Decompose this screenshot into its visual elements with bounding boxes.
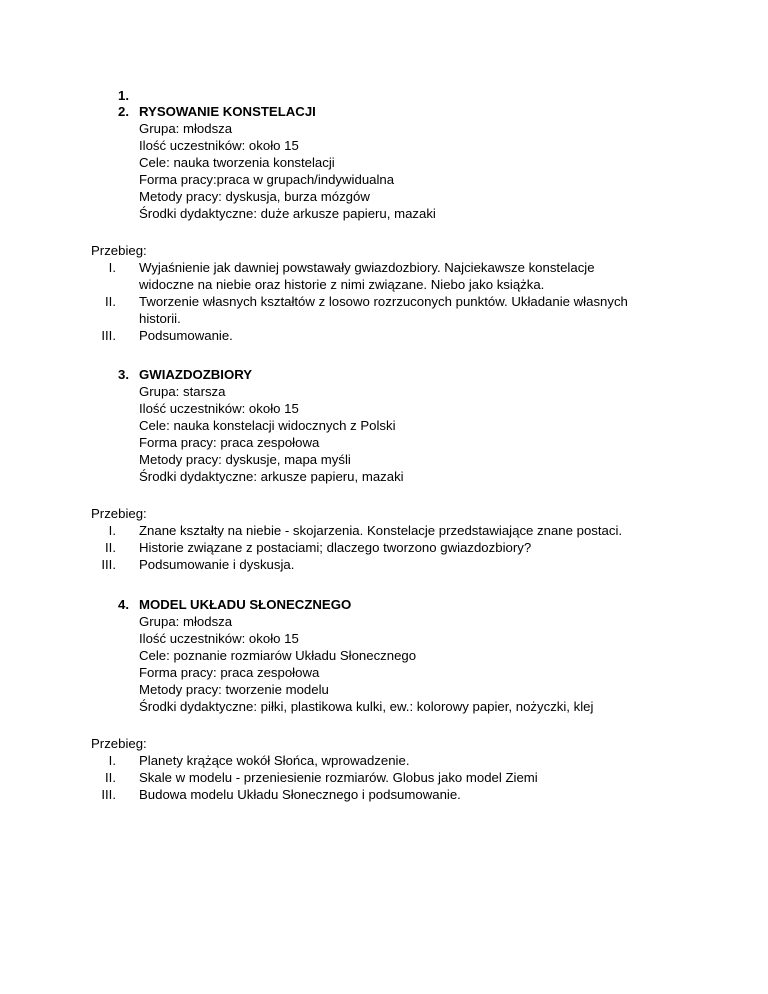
- list-number: 1.: [118, 88, 129, 103]
- step-number: III.: [101, 557, 116, 572]
- detail-line: Środki dydaktyczne: arkusze papieru, mazaki: [139, 469, 404, 484]
- detail-line: Ilość uczestników: około 15: [139, 138, 299, 153]
- step-text: Planety krążące wokół Słońca, wprowadzenie.: [139, 753, 410, 768]
- step-text: Wyjaśnienie jak dawniej powstawały gwiazdozbiory. Najciekawsze konstelacje: [139, 260, 595, 275]
- detail-line: Metody pracy: tworzenie modelu: [139, 682, 329, 697]
- detail-line: Środki dydaktyczne: piłki, plastikowa kulki, ew.: kolorowy papier, nożyczki, klej: [139, 699, 594, 714]
- step-text: widoczne na niebie oraz historie z nimi związane. Niebo jako książka.: [139, 277, 545, 292]
- step-text: Tworzenie własnych kształtów z losowo rozrzuconych punktów. Układanie własnych: [139, 294, 628, 309]
- detail-line: Grupa: starsza: [139, 384, 226, 399]
- list-number: 3.: [118, 367, 129, 382]
- detail-line: Forma pracy: praca zespołowa: [139, 435, 320, 450]
- section-title: MODEL UKŁADU SŁONECZNEGO: [139, 597, 352, 612]
- step-text: Znane kształty na niebie - skojarzenia. Konstelacje przedstawiające znane postaci.: [139, 523, 623, 538]
- przebieg-label: Przebieg:: [91, 506, 147, 521]
- detail-line: Cele: nauka konstelacji widocznych z Polski: [139, 418, 396, 433]
- step-number: II.: [105, 540, 116, 555]
- step-text: historii.: [139, 311, 181, 326]
- detail-line: Cele: poznanie rozmiarów Układu Słonecznego: [139, 648, 417, 663]
- detail-line: Forma pracy: praca zespołowa: [139, 665, 320, 680]
- detail-line: Ilość uczestników: około 15: [139, 401, 299, 416]
- detail-line: Cele: nauka tworzenia konstelacji: [139, 155, 335, 170]
- step-text: Historie związane z postaciami; dlaczego tworzono gwiazdozbiory?: [139, 540, 532, 555]
- detail-line: Metody pracy: dyskusja, burza mózgów: [139, 189, 370, 204]
- list-number: 2.: [118, 104, 129, 119]
- przebieg-label: Przebieg:: [91, 243, 147, 258]
- step-number: III.: [101, 787, 116, 802]
- step-text: Skale w modelu - przeniesienie rozmiarów. Globus jako model Ziemi: [139, 770, 538, 785]
- detail-line: Metody pracy: dyskusje, mapa myśli: [139, 452, 351, 467]
- przebieg-label: Przebieg:: [91, 736, 147, 751]
- section-title: GWIAZDOZBIORY: [139, 367, 253, 382]
- list-number: 4.: [118, 597, 129, 612]
- detail-line: Grupa: młodsza: [139, 121, 233, 136]
- step-number: II.: [105, 294, 116, 309]
- detail-line: Forma pracy:praca w grupach/indywidualna: [139, 172, 395, 187]
- detail-line: Ilość uczestników: około 15: [139, 631, 299, 646]
- step-number: II.: [105, 770, 116, 785]
- step-number: I.: [108, 523, 116, 538]
- step-number: III.: [101, 328, 116, 343]
- detail-line: Grupa: młodsza: [139, 614, 233, 629]
- step-number: I.: [108, 753, 116, 768]
- step-text: Podsumowanie i dyskusja.: [139, 557, 295, 572]
- step-text: Budowa modelu Układu Słonecznego i podsumowanie.: [139, 787, 461, 802]
- detail-line: Środki dydaktyczne: duże arkusze papieru, mazaki: [139, 206, 436, 221]
- step-text: Podsumowanie.: [139, 328, 233, 343]
- section-title: RYSOWANIE KONSTELACJI: [139, 104, 316, 119]
- step-number: I.: [108, 260, 116, 275]
